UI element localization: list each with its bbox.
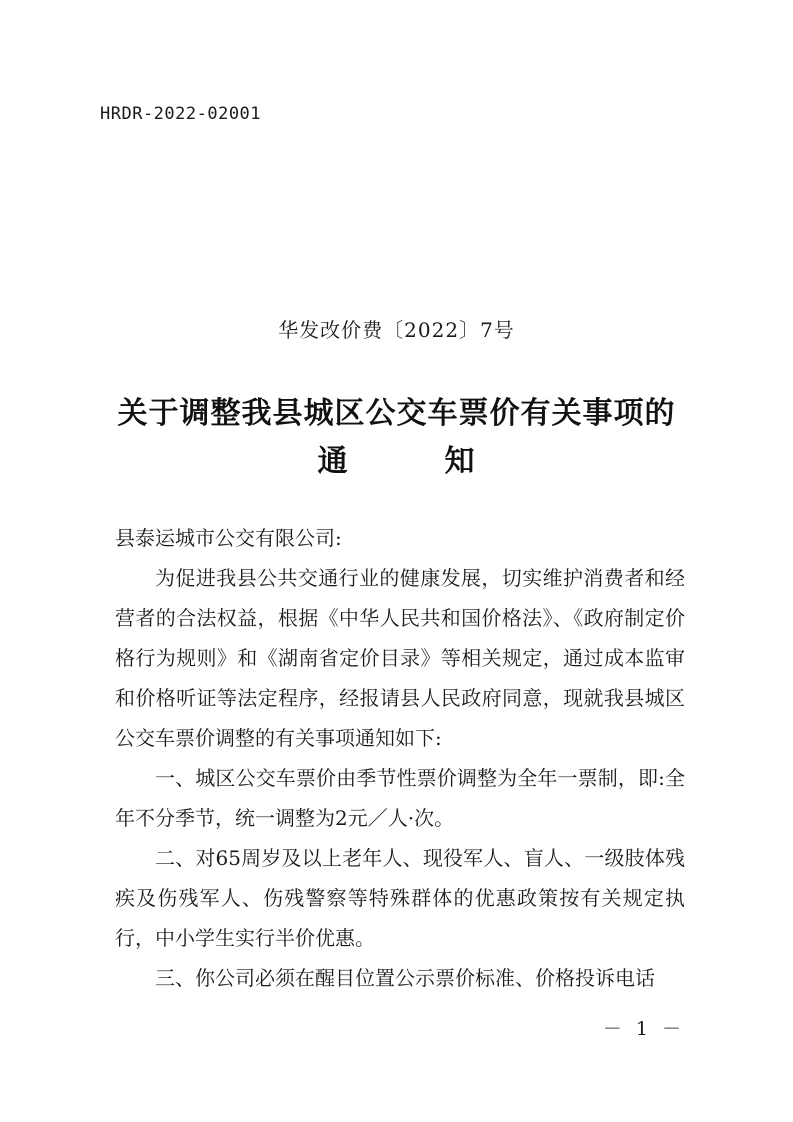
paragraph-intro: 为促进我县公共交通行业的健康发展，切实维护消费者和经营者的合法权益，根据《中华人民共和国价格法》、《政府制定价格行为规则》和《湖南省定价目录》等相关规定，通过成本监审和价格听证等法定程序，经报请县人民政府同意，现就我县城区公交车票价调整的有关事项通知如下: [115,566,685,750]
addressee: 县泰运城市公交有限公司: [115,526,342,550]
title-char-right: 知 [444,444,476,479]
paragraph-item-3: 三、你公司必须在醒目位置公示票价标准、价格投诉电话 [155,966,655,990]
document-title-line-1: 关于调整我县城区公交车票价有关事项的 [117,396,676,431]
page-number: － 1 － [602,1018,685,1040]
document-title-line-2 [0,436,793,480]
document-code: HRDR-2022-02001 [100,104,262,124]
document-number: 华发改价费〔2022〕7号 [278,318,515,342]
paragraph-item-1: 一、城区公交车票价由季节性票价调整为全年一票制，即:全年不分季节，统一调整为2元／人·次。 [115,766,685,830]
paragraph-item-2: 二、对65周岁及以上老年人、现役军人、盲人、一级肢体残疾及伤残军人、伤残警察等特殊群体的优惠政策按有关规定执行，中小学生实行半价优惠。 [115,846,685,950]
title-char-left: 通 [317,444,349,479]
